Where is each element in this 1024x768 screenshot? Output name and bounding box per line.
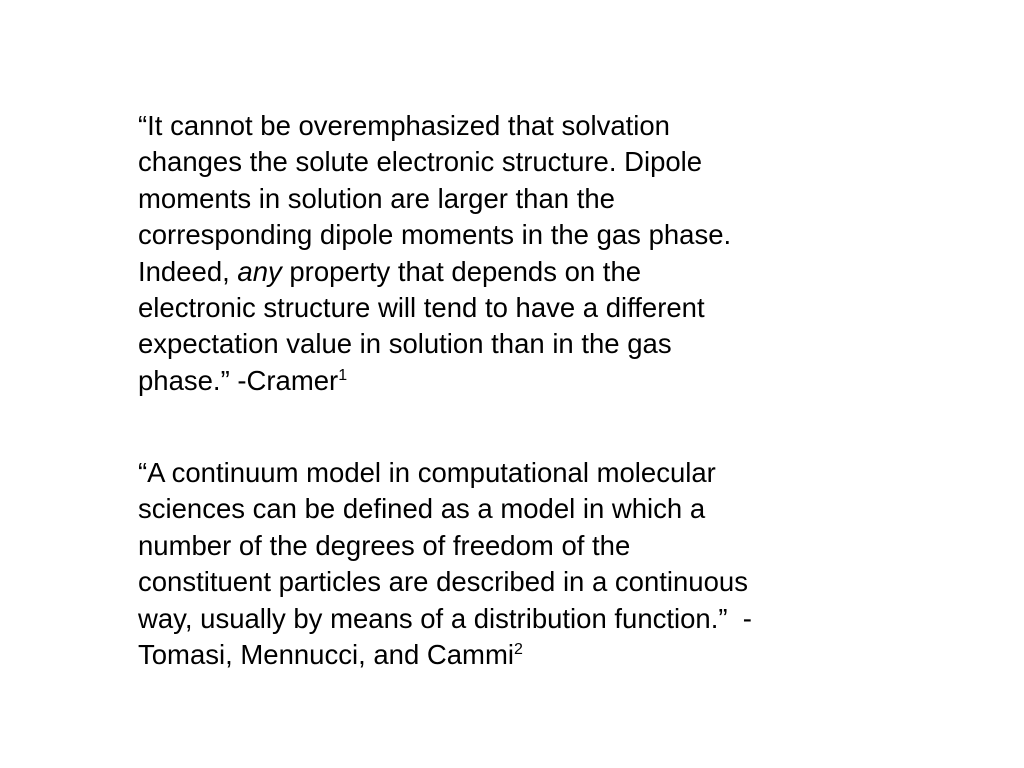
quote-text: property that depends on the	[281, 255, 642, 287]
quote-line	[138, 637, 908, 673]
quote-line: changes the solute electronic structure. Dipole	[138, 146, 703, 178]
quote-cramer	[138, 108, 908, 399]
quote-line: “It cannot be overemphasized that solvation	[138, 110, 670, 141]
quote-line: way, usually by means of a distribution function.” -	[138, 602, 752, 634]
quote-line	[138, 363, 908, 399]
emphasis-any: any	[237, 255, 282, 287]
quote-line: expectation value in solution than in the gas	[138, 328, 672, 360]
footnote-marker: 2	[513, 641, 523, 659]
quote-line: number of the degrees of freedom of the	[138, 529, 631, 561]
footnote-marker: 1	[338, 366, 348, 384]
quote-line: constituent particles are described in a continuous	[138, 566, 748, 598]
quote-line: “A continuum model in computational molecular	[138, 457, 716, 488]
quote-attribution: phase.” -Cramer	[138, 364, 339, 396]
quote-line: sciences can be defined as a model in which a	[138, 493, 706, 525]
quote-tomasi	[138, 455, 908, 673]
quote-line: moments in solution are larger than the	[138, 182, 615, 214]
quote-line	[138, 254, 908, 290]
quote-line: electronic structure will tend to have a different	[138, 292, 705, 324]
quote-line: corresponding dipole moments in the gas phase.	[138, 219, 732, 251]
quote-attribution: Tomasi, Mennucci, and Cammi	[138, 639, 514, 671]
quote-text: Indeed,	[138, 255, 238, 287]
